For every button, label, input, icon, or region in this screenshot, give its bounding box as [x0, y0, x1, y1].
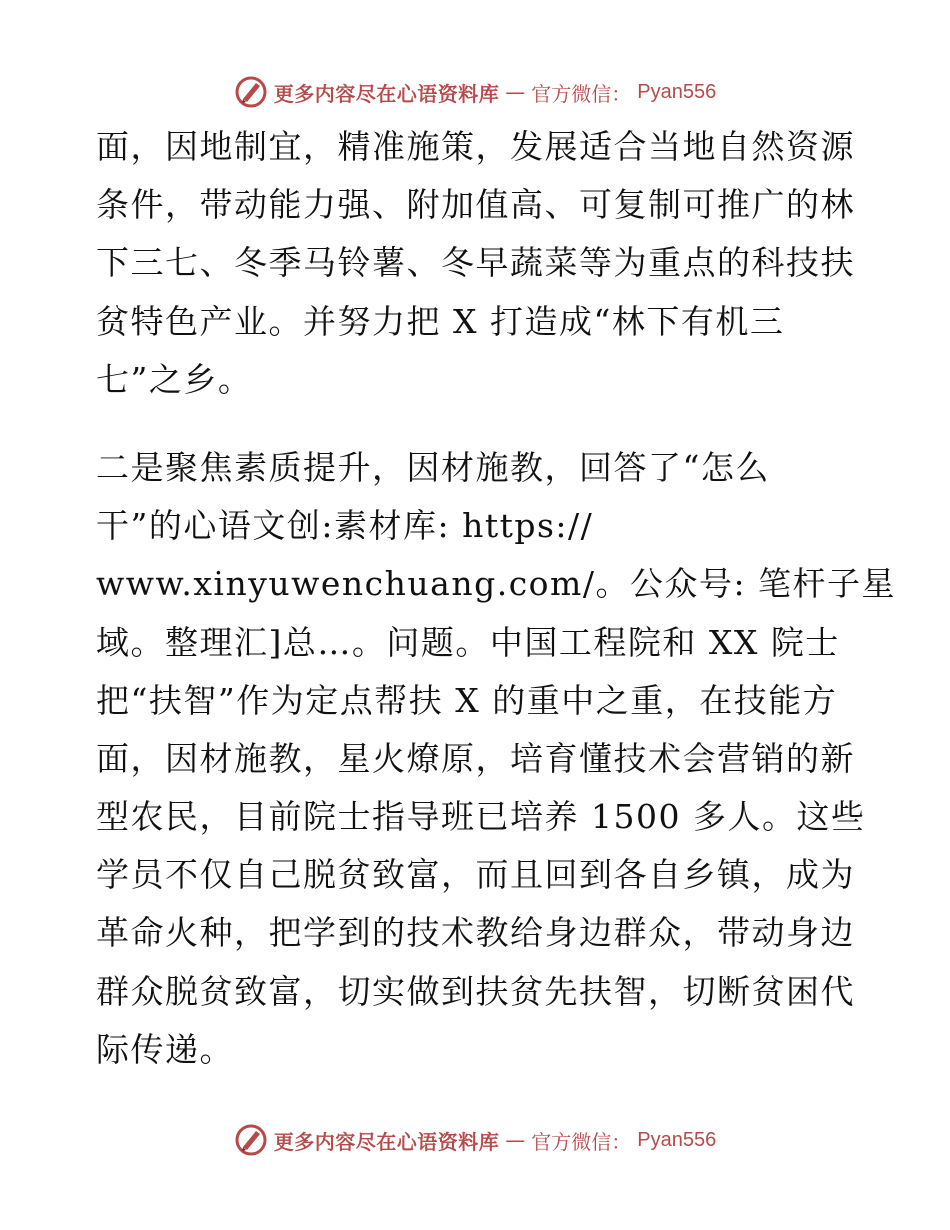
text-line: 群众脱贫致富，切实做到扶贫先扶智，切断贫困代	[96, 971, 855, 1011]
watermark-wechat-id: Pyan556	[637, 80, 717, 103]
text-line: 型农民，目前院士指导班已培养 1500 多人。这些	[96, 797, 866, 837]
document-body	[96, 118, 897, 1079]
text-line: www.xinyuwenchuang.com/。公众号: 笔杆子星	[96, 564, 897, 604]
footer-watermark	[0, 1120, 950, 1160]
header-watermark	[0, 72, 950, 112]
paragraph-gap	[96, 409, 856, 439]
text-line: 二是聚焦素质提升，因材施教，回答了“怎么	[96, 447, 770, 487]
text-line: 学员不仅自己脱贫致富，而且回到各自乡镇，成为	[96, 855, 855, 895]
text-line: 面，因材施教，星火燎原，培育懂技术会营销的新	[96, 738, 855, 778]
watermark-dash: —	[505, 80, 526, 104]
watermark-wechat-label: 官方微信：	[531, 1129, 632, 1154]
paragraph-1	[96, 118, 856, 409]
text-line: 干”的心语文创:素材库: https://	[96, 506, 594, 546]
text-line: 贫特色产业。并努力把 X 打造成“林下有机三	[96, 301, 785, 341]
watermark-site-name: 更多内容尽在心语资料库	[273, 1129, 500, 1154]
text-line: 面，因地制宜，精准施策，发展适合当地自然资源	[96, 127, 855, 166]
text-line: 七”之乡。	[96, 359, 253, 399]
text-line: 革命火种，把学到的技术教给身边群众，带动身边	[96, 913, 855, 953]
watermark-wechat-id: Pyan556	[637, 1128, 717, 1151]
watermark-wechat-label: 官方微信：	[531, 81, 632, 106]
text-line: 条件，带动能力强、附加值高、可复制可推广的林	[96, 185, 855, 225]
watermark-dash: —	[505, 1128, 526, 1152]
watermark-site-name: 更多内容尽在心语资料库	[273, 81, 500, 106]
text-line: 把“扶智”作为定点帮扶 X 的重中之重，在技能方	[96, 680, 838, 720]
text-line: 际传递。	[96, 1029, 234, 1069]
text-line: 下三七、冬季马铃薯、冬早蔬菜等为重点的科技扶	[96, 243, 855, 283]
text-line: 域。整理汇]总…。问题。中国工程院和 XX 院士	[96, 622, 840, 662]
pen-logo-icon	[234, 75, 268, 109]
paragraph-2	[96, 439, 897, 1079]
pen-logo-icon	[234, 1123, 268, 1157]
